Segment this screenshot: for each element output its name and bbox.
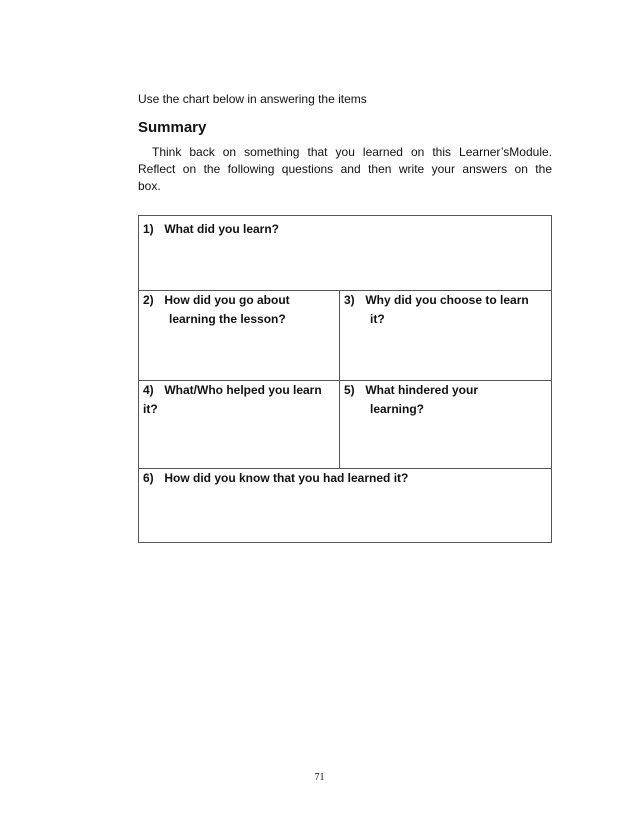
question-1-cell xyxy=(143,220,547,239)
question-2-cell xyxy=(143,291,337,329)
question-text-line1: How did you go about xyxy=(164,293,290,307)
question-text-line2: learning? xyxy=(370,402,425,416)
question-text: What did you learn? xyxy=(164,222,280,236)
question-6-cell xyxy=(143,469,547,488)
question-4-cell xyxy=(143,381,337,419)
question-text: How did you know that you had learned it? xyxy=(164,471,409,485)
question-text-line1: Why did you choose to learn xyxy=(365,293,529,307)
intro-text: Use the chart below in answering the items xyxy=(138,92,367,106)
section-heading: Summary xyxy=(138,119,207,136)
question-number: 2) xyxy=(143,293,154,307)
question-number: 4) xyxy=(143,383,154,397)
question-number: 3) xyxy=(344,293,355,307)
page-number: 71 xyxy=(314,772,325,783)
question-number: 1) xyxy=(143,222,154,236)
question-text-line2: it? xyxy=(370,312,385,326)
column-divider xyxy=(339,290,340,468)
question-text-line1: What hindered your xyxy=(365,383,479,397)
question-text-line2: it? xyxy=(143,402,158,416)
question-number: 6) xyxy=(143,471,154,485)
instructions-paragraph: Think back on something that you learned on this Learner’sModule. Reflect on the following questions and then write your answers on the box. xyxy=(138,145,552,193)
reflection-chart xyxy=(138,215,552,543)
question-text-line1: What/Who helped you learn xyxy=(164,383,322,397)
question-number: 5) xyxy=(344,383,355,397)
question-text-line2: learning the lesson? xyxy=(169,312,286,326)
question-5-cell xyxy=(344,381,549,419)
question-3-cell xyxy=(344,291,549,329)
